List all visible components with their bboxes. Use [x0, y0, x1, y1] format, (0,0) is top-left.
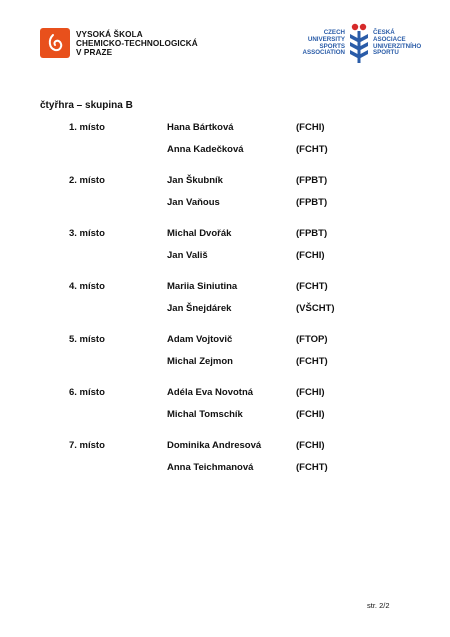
school-name [76, 30, 198, 57]
player-row [0, 171, 450, 193]
casu-line: UNIVERZITNÍHO [373, 42, 422, 50]
casu-line: SPORTU [373, 49, 399, 57]
vscht-flask-icon [40, 28, 70, 58]
player-name: Anna Teichmanová [167, 462, 254, 473]
player-name: Jan Vaňous [167, 197, 220, 208]
cus-logo [285, 22, 435, 66]
player-name: Michal Zejmon [167, 356, 233, 367]
place-label: 2. místo [69, 175, 105, 186]
result-group [0, 171, 450, 224]
school-name-line2: CHEMICKO-TECHNOLOGICKÁ [76, 38, 198, 48]
cus-line: ASSOCIATION [302, 49, 345, 57]
place-label: 5. místo [69, 334, 105, 345]
player-faculty: (FCHI) [296, 387, 325, 398]
player-faculty: (VŠCHT) [296, 303, 335, 314]
result-group [0, 330, 450, 383]
player-name: Anna Kadečková [167, 144, 244, 155]
page-number: str. 2/2 [367, 601, 390, 610]
cus-emblem-icon [348, 22, 370, 66]
player-faculty: (FCHT) [296, 462, 328, 473]
player-name: Dominika Andresová [167, 440, 262, 451]
page-header [0, 0, 450, 80]
result-group [0, 224, 450, 277]
player-faculty: (FPBT) [296, 175, 328, 186]
player-faculty: (FCHT) [296, 144, 328, 155]
school-name-line1: VYSOKÁ ŠKOLA [76, 29, 143, 39]
result-group [0, 383, 450, 436]
player-name: Mariia Siniutina [167, 281, 238, 292]
player-faculty: (FPBT) [296, 228, 328, 239]
cus-line: UNIVERSITY [307, 35, 345, 43]
result-group [0, 118, 450, 171]
cus-english-name [285, 30, 345, 57]
player-faculty: (FCHT) [296, 356, 328, 367]
player-row [0, 458, 450, 480]
player-row [0, 193, 450, 215]
cus-line: SPORTS [319, 42, 345, 50]
section-title: čtyřhra – skupina B [40, 100, 133, 111]
player-name: Jan Šnejdárek [167, 303, 232, 314]
player-row [0, 224, 450, 246]
player-faculty: (FCHI) [296, 440, 325, 451]
player-faculty: (FCHI) [296, 122, 325, 133]
cus-line: CZECH [323, 29, 345, 36]
vscht-logo [40, 28, 198, 58]
place-label: 1. místo [69, 122, 105, 133]
player-faculty: (FPBT) [296, 197, 328, 208]
player-row [0, 299, 450, 321]
player-row [0, 383, 450, 405]
place-label: 3. místo [69, 228, 105, 239]
result-group [0, 436, 450, 489]
place-label: 7. místo [69, 440, 105, 451]
player-name: Jan Škubník [167, 175, 223, 186]
player-row [0, 405, 450, 427]
player-name: Jan Vališ [167, 250, 208, 261]
player-faculty: (FCHT) [296, 281, 328, 292]
player-row [0, 246, 450, 268]
player-row [0, 436, 450, 458]
school-name-line3: V PRAZE [76, 47, 113, 57]
player-name: Michal Dvořák [167, 228, 232, 239]
player-name: Hana Bártková [167, 122, 234, 133]
results-list [0, 118, 450, 489]
player-row [0, 352, 450, 374]
casu-line: ASOCIACE [373, 35, 406, 43]
player-row [0, 140, 450, 162]
player-row [0, 330, 450, 352]
place-label: 6. místo [69, 387, 105, 398]
player-row [0, 277, 450, 299]
casu-line: ČESKÁ [373, 29, 395, 36]
player-row [0, 118, 450, 140]
player-name: Adam Vojtovič [167, 334, 233, 345]
casu-czech-name [373, 30, 435, 57]
place-label: 4. místo [69, 281, 105, 292]
player-faculty: (FCHI) [296, 250, 325, 261]
player-faculty: (FTOP) [296, 334, 328, 345]
result-group [0, 277, 450, 330]
player-faculty: (FCHI) [296, 409, 325, 420]
player-name: Adéla Eva Novotná [167, 387, 254, 398]
player-name: Michal Tomschík [167, 409, 243, 420]
